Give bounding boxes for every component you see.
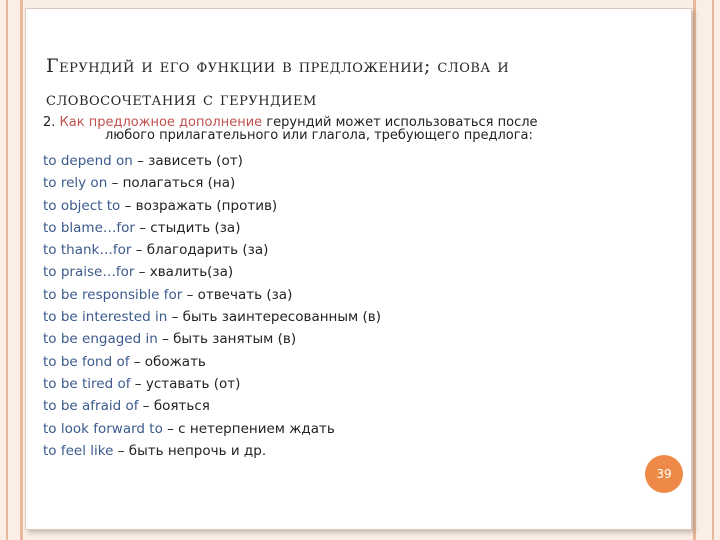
intro-paragraph [43, 116, 643, 142]
phrase-item [43, 306, 643, 328]
phrase-russian: – стыдить (за) [139, 219, 241, 236]
phrase-item [43, 351, 643, 373]
phrase-english: to praise…for [43, 264, 135, 281]
phrase-english: to look forward to [43, 420, 163, 437]
phrase-russian: – быть занятым (в) [162, 331, 297, 348]
phrase-russian: – хвалить(за) [138, 264, 234, 281]
phrase-english: to object to [43, 197, 121, 214]
phrase-item [43, 395, 643, 417]
right-decorative-stripe-inner [693, 0, 696, 540]
slide-title-line2: словосочетания с герундием [46, 88, 317, 110]
phrase-item [43, 284, 643, 306]
phrase-item [43, 418, 643, 440]
phrase-english: to feel like [43, 442, 114, 459]
phrase-russian: – возражать (против) [124, 197, 278, 214]
phrase-item [43, 150, 643, 172]
phrase-item [43, 440, 643, 462]
phrase-list [43, 150, 643, 462]
phrase-russian: – с нетерпением ждать [167, 420, 335, 437]
phrase-russian: – быть непрочь и др. [117, 442, 267, 459]
phrase-russian: – зависеть (от) [137, 153, 243, 169]
phrase-english: to thank…for [43, 242, 132, 259]
phrase-item [43, 172, 643, 194]
intro-number: 2. [43, 115, 56, 130]
phrase-russian: – благодарить (за) [135, 242, 269, 259]
right-decorative-stripe [712, 0, 714, 540]
phrase-russian: – отвечать (за) [186, 286, 293, 303]
phrase-russian: – бояться [142, 398, 210, 415]
intro-rest: герундий может использоваться после [266, 115, 538, 130]
phrase-item [43, 261, 643, 283]
phrase-item [43, 217, 643, 239]
page-number-badge: 39 [645, 455, 683, 493]
phrase-english: to rely on [43, 175, 108, 192]
intro-line2: любого прилагательного или глагола, требующего предлога: [105, 128, 533, 143]
phrase-english: to be responsible for [43, 286, 183, 303]
slide-title-line1: Герундий и его функции в предложении; слова и [46, 55, 510, 77]
phrase-russian: – полагаться (на) [111, 175, 236, 192]
left-decorative-stripe-inner [20, 0, 23, 540]
phrase-item [43, 239, 643, 261]
phrase-russian: – обожать [133, 353, 206, 370]
phrase-russian: – быть заинтересованным (в) [171, 309, 381, 326]
phrase-english: to be interested in [43, 309, 168, 326]
phrase-english: to depend on [43, 153, 133, 169]
intro-highlight: Как предложное дополнение [59, 115, 263, 130]
phrase-russian: – уставать (от) [134, 375, 241, 392]
left-decorative-stripe [6, 0, 8, 540]
phrase-english: to be tired of [43, 375, 131, 392]
phrase-english: to be fond of [43, 353, 130, 370]
phrase-english: to be afraid of [43, 398, 139, 415]
phrase-item [43, 328, 643, 350]
phrase-english: to blame…for [43, 219, 135, 236]
phrase-item [43, 373, 643, 395]
phrase-english: to be engaged in [43, 331, 158, 348]
phrase-item [43, 195, 643, 217]
slide-title [46, 50, 666, 116]
